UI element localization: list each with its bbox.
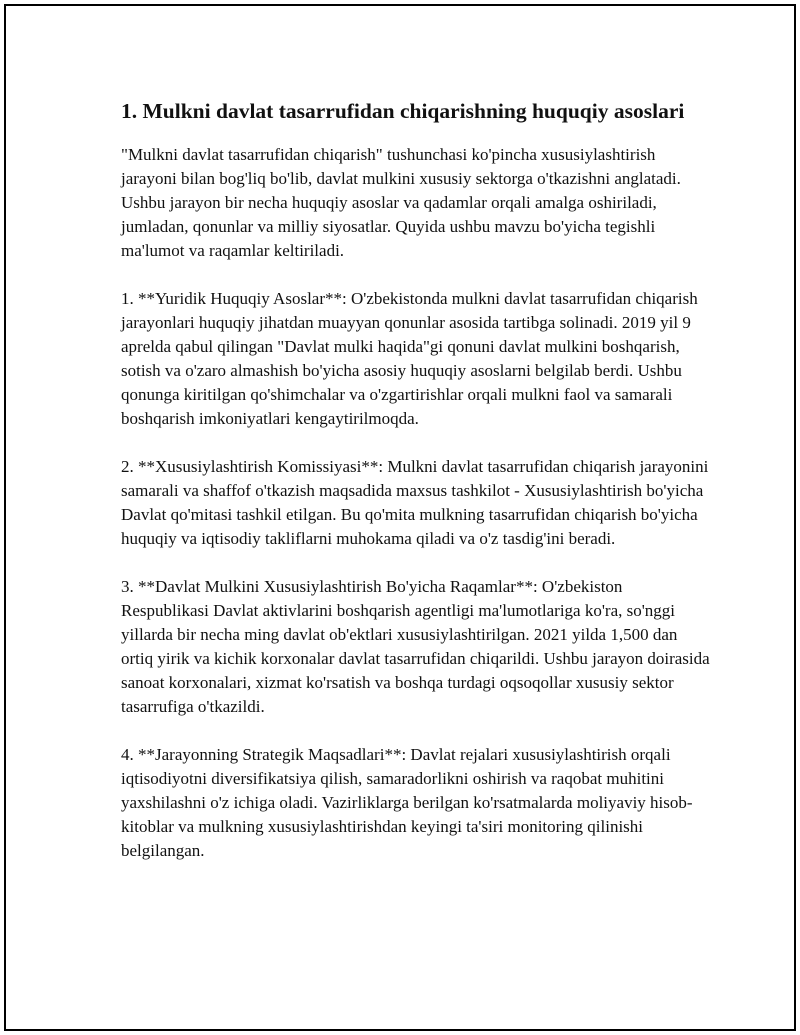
paragraph-legal-basis: 1. **Yuridik Huquqiy Asoslar**: O'zbekistonda mulkni davlat tasarrufidan chiqarish jarayonlari huquqiy jihatdan muayyan qonunlar asosida tartibga solinadi. 2019 yil 9 aprelda qabul qilingan "Davlat mulki haqida"gi qonuni davlat mulkini boshqarish, sotish va o'zaro almashish bo'yicha asosiy huquqiy asoslarni belgilab berdi. Ushbu qonunga kiritilgan qo'shimchalar va o'zgartirishlar orqali mulkni faol va samarali boshqarish imkoniyatlari kengaytirilmoqda. (121, 289, 698, 428)
page-frame (4, 4, 796, 1031)
document-title: 1. Mulkni davlat tasarrufidan chiqarishning huquqiy asoslari (121, 99, 685, 123)
paragraph-privatization-figures: 3. **Davlat Mulkini Xususiylashtirish Bo'yicha Raqamlar**: O'zbekiston Respublikasi Davlat aktivlarini boshqarish agentligi ma'lumotlariga ko'ra, so'nggi yillarda bir necha ming davlat ob'ektlari xususiylashtirilgan. 2021 yilda 1,500 dan ortiq yirik va kichik korxonalar davlat tasarrufidan chiqarildi. Ushbu jarayon doirasida sanoat korxonalari, xizmat ko'rsatish va boshqa turdagi oqsoqollar xususiy sektor tasarrufiga o'tkazildi. (121, 577, 710, 716)
document-body (121, 98, 711, 887)
paragraph-privatization-committee: 2. **Xususiylashtirish Komissiyasi**: Mulkni davlat tasarrufidan chiqarish jarayonini samarali va shaffof o'tkazish maqsadida maxsus tashkilot - Xususiylashtirish bo'yicha Davlat qo'mitasi tashkil etilgan. Bu qo'mita mulkning tasarrufidan chiqarish bo'yicha huquqiy va iqtisodiy takliflarni muhokama qiladi va o'z tasdig'ini beradi. (121, 457, 709, 548)
intro-paragraph: "Mulkni davlat tasarrufidan chiqarish" tushunchasi ko'pincha xususiylashtirish jarayoni bilan bog'liq bo'lib, davlat mulkini xususiy sektorga o'tkazishni anglatadi. Ushbu jarayon bir necha huquqiy asoslar va qadamlar orqali amalga oshiriladi, jumladan, qonunlar va milliy siyosatlar. Quyida ushbu mavzu bo'yicha tegishli ma'lumot va raqamlar keltiriladi. (121, 145, 681, 260)
paragraph-strategic-goals: 4. **Jarayonning Strategik Maqsadlari**: Davlat rejalari xususiylashtirish orqali iqtisodiyotni diversifikatsiya qilish, samaradorlikni oshirish va raqobat muhitini yaxshilashni o'z ichiga oladi. Vazirliklarga berilgan ko'rsatmalarda moliyaviy hisob-kitoblar va mulkning xususiylashtirishdan keyingi ta'siri monitoring qilinishi belgilangan. (121, 745, 693, 860)
